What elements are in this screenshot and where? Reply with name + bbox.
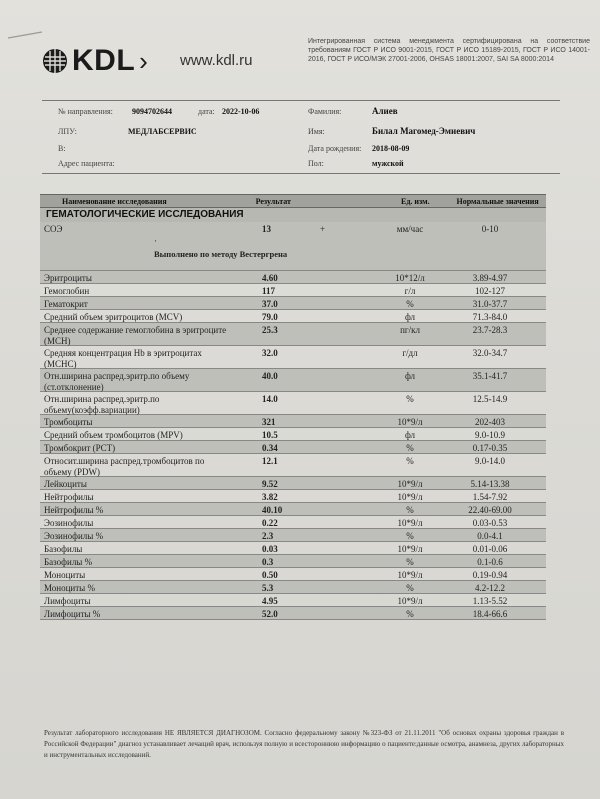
result-norm: 9.0-10.9 <box>475 430 505 440</box>
ref-label: № направления: <box>58 107 113 116</box>
brand-name: KDL <box>72 44 136 77</box>
result-value: 40.0 <box>262 371 278 381</box>
result-unit: фл <box>404 371 416 381</box>
result-value: 0.3 <box>262 557 274 567</box>
patient-info <box>42 100 560 174</box>
esr-result: 13 <box>262 224 271 234</box>
result-name: Тромбоциты <box>44 417 93 427</box>
table-row <box>40 415 546 428</box>
result-unit: 10*9/л <box>397 570 423 580</box>
result-unit: % <box>406 299 414 309</box>
sex-label: Пол: <box>308 159 324 168</box>
result-name: Гематокрит <box>44 299 88 309</box>
table-row <box>40 594 546 607</box>
site-url: www.kdl.ru <box>180 52 253 69</box>
result-name: Базофилы % <box>44 557 93 567</box>
ref-value: 9094702644 <box>132 107 172 116</box>
result-value: 25.3 <box>262 325 278 335</box>
result-norm: 31.0-37.7 <box>472 299 508 309</box>
kdl-globe-icon <box>42 48 68 74</box>
results-table <box>40 194 546 620</box>
result-name: Средний объем тромбоцитов (MPV) <box>44 430 183 440</box>
result-value: 14.0 <box>262 394 278 404</box>
esr-name: СОЭ <box>44 224 63 234</box>
result-name: Нейтрофилы <box>44 492 94 502</box>
result-name: Эозинофилы % <box>44 531 104 541</box>
table-row <box>40 607 546 620</box>
table-row <box>40 581 546 594</box>
result-value: 12.1 <box>262 456 278 466</box>
result-unit: % <box>406 557 414 567</box>
table-row <box>40 297 546 310</box>
result-unit: 10*9/л <box>397 518 423 528</box>
surname-value: Алиев <box>372 106 398 116</box>
col-norm-header: Нормальные значения <box>456 196 539 206</box>
kdl-logo <box>42 44 148 78</box>
method-note: Выполнено по методу Вестергрена <box>154 249 288 259</box>
result-norm: 3.89-4.97 <box>472 273 508 283</box>
result-unit: фл <box>404 430 416 440</box>
dob-label: Дата рождения: <box>308 144 362 153</box>
table-header <box>40 194 546 208</box>
result-name: Относит.ширина распред.тромбоцитов по объему (PDW) <box>44 456 205 477</box>
table-row <box>40 271 546 284</box>
result-norm: 4.2-12.2 <box>475 583 505 593</box>
result-unit: 10*12/л <box>395 273 425 283</box>
table-row <box>40 555 546 568</box>
result-norm: 102-127 <box>475 286 505 296</box>
result-norm: 0.01-0.06 <box>472 544 508 554</box>
result-unit: 10*9/л <box>397 596 423 606</box>
result-name: Моноциты <box>44 570 86 580</box>
section-title: ГЕМАТОЛОГИЧЕСКИЕ ИССЛЕДОВАНИЯ <box>40 208 546 222</box>
result-norm: 18.4-66.6 <box>472 609 508 619</box>
table-row <box>40 392 546 415</box>
table-row <box>40 441 546 454</box>
table-row <box>40 454 546 477</box>
result-norm: 5.14-13.38 <box>470 479 510 489</box>
result-value: 3.82 <box>262 492 278 502</box>
result-value: 0.34 <box>262 443 278 453</box>
name-label: Имя: <box>308 127 325 136</box>
result-norm: 0.03-0.53 <box>472 518 508 528</box>
result-unit: % <box>406 583 414 593</box>
result-name: Базофилы <box>44 544 83 554</box>
lpu-value: МЕДЛАБСЕРВИС <box>128 127 197 136</box>
certification-note: Интегрированная система менеджмента сертифицирована на соответствие требованиям ГОСТ Р ИСО 9001-2015, ГОСТ Р ИСО 15189-2015, ГОСТ Р ИСО 14001-2016, ГОСТ Р ИСО/МЭК 27001-2006, OHSAS 18001:2007, SAI SA 8000:2014 <box>308 38 590 64</box>
result-unit: % <box>406 505 414 515</box>
table-row <box>40 542 546 555</box>
result-norm: 22.40-69.00 <box>468 505 512 515</box>
result-norm: 1.54-7.92 <box>472 492 508 502</box>
table-row <box>40 310 546 323</box>
result-unit: % <box>406 394 414 404</box>
result-norm: 9.0-14.0 <box>475 456 505 466</box>
result-value: 4.95 <box>262 596 278 606</box>
result-name: Гемоглобин <box>44 286 90 296</box>
result-norm: 12.5-14.9 <box>472 394 508 404</box>
result-unit: г/дл <box>402 348 418 358</box>
result-unit: г/л <box>404 286 416 296</box>
date-label: дата: <box>198 107 215 116</box>
result-unit: 10*9/л <box>397 544 423 554</box>
result-unit: пг/кл <box>400 325 420 335</box>
result-name: Моноциты % <box>44 583 95 593</box>
result-norm: 23.7-28.3 <box>472 325 508 335</box>
v-label: В: <box>58 144 66 153</box>
result-name: Отн.ширина распред.эритр.по объему (ст.отклонение) <box>44 371 190 392</box>
result-name: Средняя концентрация Hb в эритроцитах (MCHC) <box>44 348 202 369</box>
result-value: 52.0 <box>262 609 278 619</box>
result-name: Нейтрофилы % <box>44 505 104 515</box>
result-unit: % <box>406 443 414 453</box>
result-norm: 0.19-0.94 <box>472 570 508 580</box>
result-norm: 1.13-5.52 <box>472 596 508 606</box>
table-row <box>40 516 546 529</box>
name-value: Билал Магомед-Эмиевич <box>372 126 476 136</box>
result-name: Лимфоциты % <box>44 609 101 619</box>
table-row <box>40 323 546 346</box>
esr-unit: мм/час <box>396 224 424 234</box>
table-row <box>40 346 546 369</box>
result-value: 321 <box>262 417 276 427</box>
col-unit-header: Ед. изм. <box>401 196 430 206</box>
result-unit: 10*9/л <box>397 479 423 489</box>
result-norm: 0.17-0.35 <box>472 443 508 453</box>
result-unit: % <box>406 531 414 541</box>
table-row <box>40 477 546 490</box>
result-unit: % <box>406 456 414 466</box>
esr-flag: + <box>320 224 326 234</box>
result-name: Эритроциты <box>44 273 92 283</box>
table-row <box>40 490 546 503</box>
result-name: Лимфоциты <box>44 596 91 606</box>
result-value: 79.0 <box>262 312 278 322</box>
result-norm: 32.0-34.7 <box>472 348 508 358</box>
result-value: 9.52 <box>262 479 278 489</box>
result-value: 40.10 <box>262 505 283 515</box>
bullet-dot: · <box>154 236 157 246</box>
result-value: 0.22 <box>262 518 278 528</box>
result-name: Отн.ширина распред.эритр.по объему(коэфф.вариации) <box>44 394 160 415</box>
result-value: 10.5 <box>262 430 278 440</box>
result-value: 0.03 <box>262 544 278 554</box>
table-row-esr <box>40 222 546 271</box>
brand-chevron-icon: › <box>139 45 148 76</box>
result-value: 4.60 <box>262 273 278 283</box>
result-unit: фл <box>404 312 416 322</box>
lpu-label: ЛПУ: <box>58 127 77 136</box>
table-row <box>40 284 546 297</box>
result-unit: 10*9/л <box>397 417 423 427</box>
result-name: Средний объем эритроцитов (MCV) <box>44 312 183 322</box>
result-value: 0.50 <box>262 570 278 580</box>
result-norm: 35.1-41.7 <box>472 371 508 381</box>
sex-value: мужской <box>372 159 404 168</box>
result-norm: 0.1-0.6 <box>477 557 503 567</box>
result-value: 117 <box>262 286 276 296</box>
result-norm: 71.3-84.0 <box>472 312 508 322</box>
col-name-header: Наименование исследования <box>62 196 167 206</box>
result-name: Тромбокрит (PCT) <box>44 443 116 453</box>
result-value: 37.0 <box>262 299 278 309</box>
result-norm: 202-403 <box>475 417 505 427</box>
result-value: 5.3 <box>262 583 274 593</box>
result-value: 32.0 <box>262 348 278 358</box>
pencil-mark <box>6 30 46 40</box>
table-row <box>40 529 546 542</box>
result-name: Лейкоциты <box>44 479 87 489</box>
result-unit: % <box>406 609 414 619</box>
results-rows <box>40 271 546 620</box>
table-row <box>40 568 546 581</box>
result-value: 2.3 <box>262 531 274 541</box>
table-row <box>40 503 546 516</box>
date-value: 2022-10-06 <box>222 107 260 116</box>
dob-value: 2018-08-09 <box>372 144 410 153</box>
result-name: Среднее содержание гемоглобина в эритроците (MCH) <box>44 325 227 346</box>
esr-norm: 0-10 <box>481 224 499 234</box>
table-row <box>40 428 546 441</box>
result-name: Эозинофилы <box>44 518 94 528</box>
report-header <box>42 30 590 100</box>
table-row <box>40 369 546 392</box>
surname-label: Фамилия: <box>308 107 342 116</box>
address-label: Адрес пациента: <box>58 159 115 168</box>
result-norm: 0.0-4.1 <box>477 531 503 541</box>
col-result-header: Результат <box>255 196 291 206</box>
disclaimer: Результат лабораторного исследования НЕ ЯВЛЯЕТСЯ ДИАГНОЗОМ. Согласно федеральному закону №323-ФЗ от 21.11.2011 "Об основах охраны здоровья граждан в Российской Федерации" диагноз устанавливает лечащий врач, используя полную и всестороннюю информацию о пациенте:данные осмотра, анамнеза, других лабораторных и инструментальных исследований. <box>44 729 564 759</box>
result-unit: 10*9/л <box>397 492 423 502</box>
